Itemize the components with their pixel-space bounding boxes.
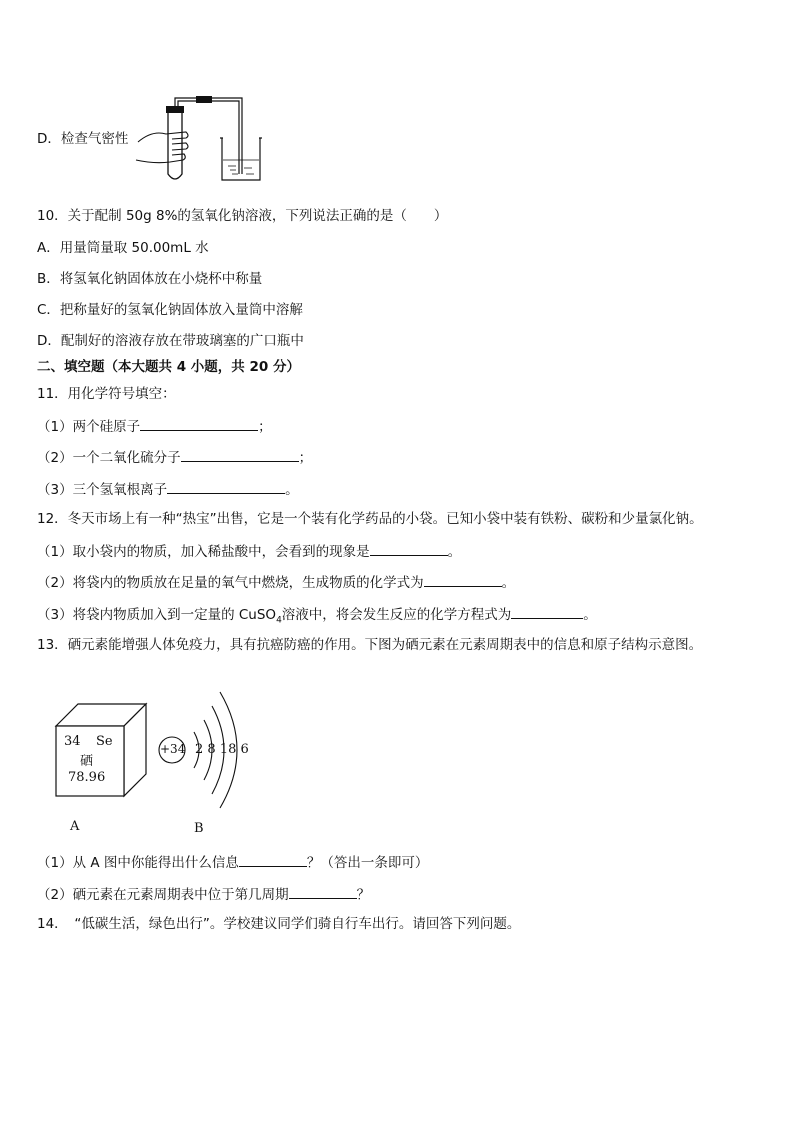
answer-blank[interactable] <box>239 852 307 867</box>
q12-item-2: （2）将袋内的物质放在足量的氧气中燃烧，生成物质的化学式为 。 <box>37 572 515 592</box>
answer-blank[interactable] <box>140 416 258 431</box>
answer-blank[interactable] <box>181 447 299 462</box>
q10-option-d: D．配制好的溶液存放在带玻璃塞的广口瓶中 <box>37 333 304 349</box>
q13-stem: 13．硒元素能增强人体免疫力，具有抗癌防癌的作用。下图为硒元素在元素周期表中的信息和原子结构示意图。 <box>37 637 703 653</box>
element-name: 硒 <box>80 754 94 769</box>
q10-option-c: C．把称量好的氢氧化钠固体放入量筒中溶解 <box>37 302 303 318</box>
q10-option-b: B．将氢氧化钠固体放在小烧杯中称量 <box>37 271 263 287</box>
q14-stem: 14． “低碳生活，绿色出行”。学校建议同学们骑自行车出行。请回答下列问题。 <box>37 916 521 932</box>
q13-item-1: （1）从 A 图中你能得出什么信息 ？（答出一条即可） <box>37 852 428 872</box>
nucleus-charge: +34 <box>160 742 186 756</box>
selenium-element-card <box>52 700 150 800</box>
airtightness-apparatus-figure <box>132 92 272 184</box>
section-heading-fill-in: 二、填空题（本大题共 4 小题，共 20 分） <box>37 359 300 375</box>
q12-item-1: （1）取小袋内的物质，加入稀盐酸中，会看到的现象是 。 <box>37 541 461 561</box>
q11-item-1: （1）两个硅原子 ； <box>37 416 272 436</box>
element-atomic-number: 34 <box>64 734 81 749</box>
atom-structure-diagram <box>150 684 250 834</box>
q9-option-d: D．检查气密性 <box>37 131 129 147</box>
q12-item-3: （3）将袋内物质加入到一定量的 CuSO$_4$溶液中，将会发生反应的化学方程式为 。 <box>37 604 597 630</box>
answer-blank[interactable] <box>424 572 502 587</box>
answer-blank[interactable] <box>167 479 285 494</box>
electron-shells: 2 8 18 6 <box>195 742 249 757</box>
figure-caption-b: B <box>194 821 204 836</box>
answer-blank[interactable] <box>289 884 357 899</box>
figure-caption-a: A <box>70 819 80 834</box>
answer-blank[interactable] <box>511 604 583 619</box>
q10-stem: 10．关于配制 50g 8%的氢氧化钠溶液，下列说法正确的是（ ） <box>37 208 448 224</box>
q13-item-2: （2）硒元素在元素周期表中位于第几周期 ？ <box>37 884 370 904</box>
q12-stem: 12．冬天市场上有一种“热宝”出售，它是一个装有化学药品的小袋。已知小袋中装有铁粉、碳粉和少量氯化钠。 <box>37 511 703 527</box>
answer-blank[interactable] <box>370 541 448 556</box>
element-symbol: Se <box>96 734 113 749</box>
q11-item-3: （3）三个氢氧根离子 。 <box>37 479 299 499</box>
q11-item-2: （2）一个二氧化硫分子 ； <box>37 447 312 467</box>
q11-stem: 11．用化学符号填空： <box>37 386 176 402</box>
element-atomic-mass: 78.96 <box>68 770 106 785</box>
q10-option-a: A．用量筒量取 50.00mL 水 <box>37 240 209 256</box>
